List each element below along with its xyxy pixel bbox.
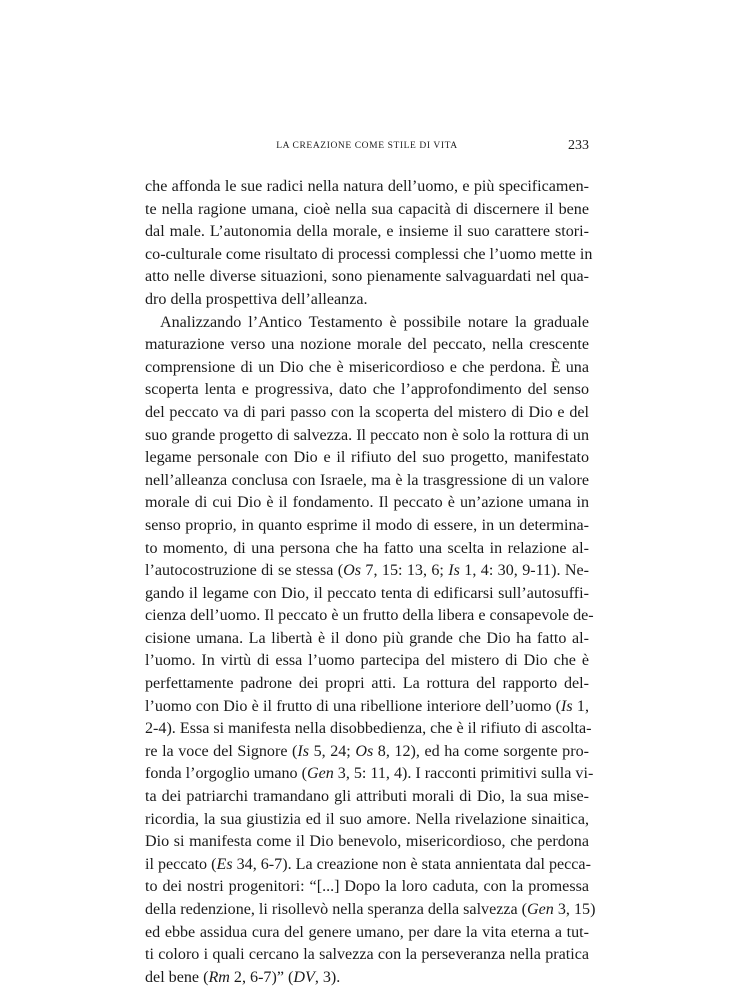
text-run: ricordia, la sua giustizia ed il suo amore. Nella rivelazione sinaitica, [145, 810, 589, 828]
text-line [145, 899, 596, 922]
text-line [145, 628, 589, 651]
citation-abbrev: Os [355, 742, 374, 760]
text-line [145, 650, 589, 673]
citation-abbrev: Es [216, 855, 233, 873]
running-header [145, 137, 589, 155]
paragraph [145, 176, 593, 312]
text-run: 3, 15) [553, 901, 596, 918]
text-line [145, 199, 589, 222]
text-line [145, 605, 594, 628]
text-run: della redenzione, li risollevò nella speranza della salvezza ( [145, 901, 528, 918]
text-line [145, 515, 589, 538]
text-run: del peccato va di pari passo con la scoperta del mistero di Dio e del [145, 403, 589, 421]
text-run: cienza dell’uomo. Il peccato è un frutto della libera e consapevole de- [145, 607, 594, 625]
text-run: Dio si manifesta come il Dio benevolo, misericordioso, che perdona [145, 833, 589, 851]
text-line [145, 244, 593, 267]
text-run: che affonda le sue radici nella natura dell’uomo, e più specificamen- [145, 178, 589, 195]
running-title: LA CREAZIONE COME STILE DI VITA [276, 141, 458, 151]
text-run: dal male. L’autonomia della morale, e insieme il suo carattere stori- [145, 223, 589, 241]
text-line [145, 967, 589, 990]
text-line [145, 357, 589, 380]
citation-abbrev: Is [561, 697, 573, 715]
text-run: l’uomo con Dio è il frutto di una ribellione interiore dell’uomo ( [145, 697, 562, 715]
text-line [145, 221, 589, 244]
text-line [145, 718, 592, 741]
text-line [145, 944, 589, 967]
text-line [145, 741, 589, 764]
text-line [145, 402, 589, 425]
text-line [145, 379, 589, 402]
text-run: perfettamente padrone dei propri atti. La rottura del rapporto del- [145, 675, 589, 693]
text-run: comprensione di un Dio che è misericordioso e che perdona. È una [145, 358, 589, 376]
citation-abbrev: Os [343, 562, 362, 580]
text-line [145, 809, 589, 832]
text-line [145, 560, 589, 583]
page-number: 233 [568, 138, 589, 153]
text-run: del bene ( [145, 968, 209, 986]
citation-abbrev: Rm [208, 968, 230, 986]
text-run: atto nelle diverse situazioni, sono pienamente salvaguardati nel qua- [145, 268, 589, 286]
citation-abbrev: Gen [306, 765, 334, 783]
text-run: nell’alleanza conclusa con Israele, ma è la trasgressione di un valore [145, 471, 589, 489]
text-run: senso proprio, in quanto esprime il modo di essere, in un determina- [145, 516, 589, 534]
text-line [145, 786, 589, 809]
text-line [145, 425, 589, 448]
text-run: fonda l’orgoglio umano ( [145, 765, 307, 783]
text-run: maturazione verso una nozione morale del peccato, nella crescente [145, 336, 589, 354]
text-line [145, 492, 589, 515]
text-line [145, 831, 589, 854]
citation-abbrev: Gen [527, 901, 554, 918]
text-run: 1, [572, 697, 590, 715]
text-line [145, 673, 589, 696]
text-run: 2, 6-7)” ( [229, 968, 294, 986]
text-run: ed ebbe assidua cura del genere umano, per dare la vita eterna a tut- [145, 923, 589, 941]
text-line [145, 583, 589, 606]
text-line [145, 289, 589, 312]
text-run: co-culturale come risultato di processi complessi che l’uomo mette in [145, 245, 593, 263]
text-run: Analizzando l’Antico Testamento è possibile notare la graduale [160, 313, 589, 331]
text-run: 2-4). Essa si manifesta nella disobbedienza, che è il rifiuto di ascolta- [145, 720, 592, 738]
text-run: re la voce del Signore ( [145, 742, 298, 760]
text-run: il peccato ( [145, 855, 217, 873]
text-run: 1, 4: 30, 9-11). Ne- [459, 562, 589, 580]
text-line [145, 538, 589, 561]
paragraph [145, 312, 596, 990]
citation-abbrev: DV [293, 968, 315, 986]
text-line [145, 266, 589, 289]
text-run: l’uomo. In virtù di essa l’uomo partecipa del mistero di Dio che è [145, 652, 589, 670]
text-run: cisione umana. La libertà è il dono più grande che Dio ha fatto al- [145, 629, 589, 647]
text-run: to momento, di una persona che ha fatto una scelta in relazione al- [145, 539, 589, 557]
citation-abbrev: Is [297, 742, 310, 760]
text-run: legame personale con Dio e il rifiuto del suo progetto, manifestato [145, 449, 589, 467]
text-run: scoperta lenta e progressiva, dato che l’approfondimento del senso [145, 381, 589, 399]
text-line [145, 876, 589, 899]
text-run: 5, 24; [309, 742, 356, 760]
text-line [145, 470, 589, 493]
text-run: 7, 15: 13, 6; [361, 562, 449, 580]
text-run: 3, 5: 11, 4). I racconti primitivi sulla vi- [333, 765, 594, 783]
text-run: te nella ragione umana, cioè nella sua capacità di discernere il bene [145, 200, 589, 218]
text-run: l’autocostruzione di se stessa ( [145, 562, 344, 580]
text-run: , 3). [314, 968, 341, 986]
body-text [145, 176, 596, 989]
text-line [145, 763, 594, 786]
text-run: to dei nostri progenitori: “[...] Dopo la loro caduta, con la promessa [145, 878, 589, 896]
text-run: dro della prospettiva dell’alleanza. [145, 290, 368, 308]
citation-abbrev: Is [448, 562, 460, 580]
text-line [145, 312, 589, 335]
text-run: 8, 12), ed ha come sorgente pro- [373, 742, 589, 760]
text-run: suo grande progetto di salvezza. Il peccato non è solo la rottura di un [145, 426, 589, 444]
text-run: ti coloro i quali cercano la salvezza con la perseveranza nella pratica [145, 946, 589, 964]
text-run: gando il legame con Dio, il peccato tenta di edificarsi sull’autosuffi- [145, 584, 589, 602]
text-line [145, 696, 589, 719]
text-line [145, 854, 589, 877]
text-run: ta dei patriarchi tramandano gli attributi morali di Dio, la sua mise- [145, 788, 589, 806]
text-line [145, 922, 589, 945]
text-run: 34, 6-7). La creazione non è stata annientata dal pecca- [232, 855, 591, 873]
text-run: morale di cui Dio è il fondamento. Il peccato è un’azione umana in [145, 494, 589, 512]
text-line [145, 334, 589, 357]
text-line [145, 447, 589, 470]
text-line [145, 176, 589, 199]
